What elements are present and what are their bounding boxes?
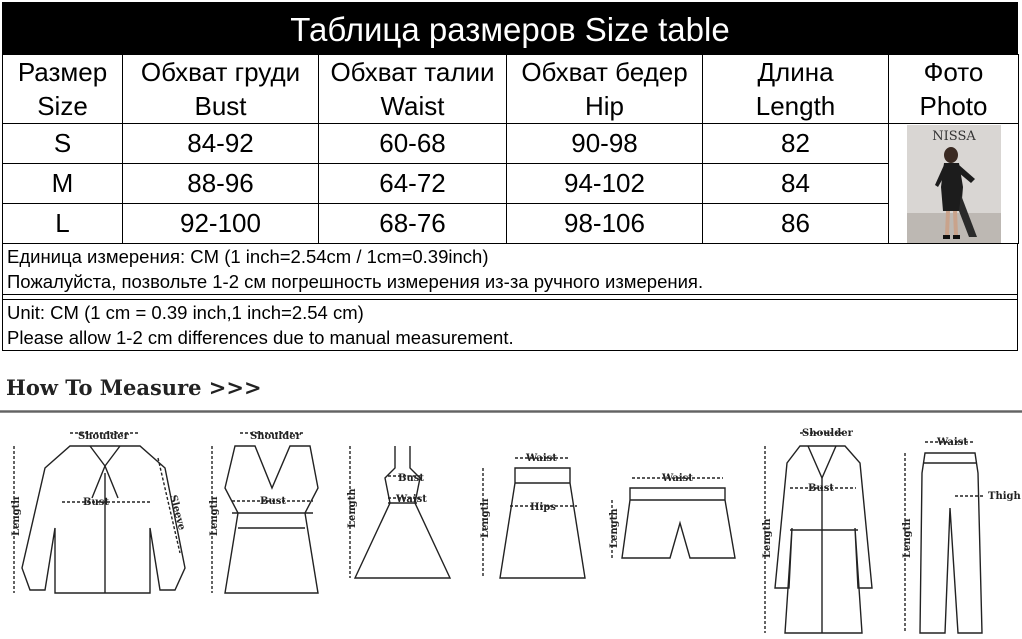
header-hip: Обхват бедер Hip bbox=[507, 55, 703, 124]
label-length: Length bbox=[609, 508, 620, 548]
dress-diagram bbox=[350, 446, 450, 578]
label-bust: Bust bbox=[398, 473, 424, 484]
tank-diagram bbox=[212, 433, 318, 593]
cell-size: L bbox=[3, 204, 123, 244]
label-length: Length bbox=[11, 496, 22, 536]
skirt-diagram bbox=[483, 458, 585, 578]
label-shoulder: Shoulder bbox=[250, 431, 301, 442]
page-title: Таблица размеров Size table bbox=[2, 2, 1018, 54]
label-sleeve: Sleeve bbox=[167, 493, 188, 532]
header-size: Размер Size bbox=[3, 55, 123, 124]
notes-english bbox=[2, 299, 1018, 351]
shorts-diagram bbox=[612, 478, 735, 558]
cell-length: 86 bbox=[703, 204, 889, 244]
label-length: Length bbox=[902, 518, 913, 558]
label-bust: Bust bbox=[83, 497, 109, 508]
header-photo: Фото Photo bbox=[889, 55, 1019, 124]
product-photo-cell bbox=[889, 124, 1019, 244]
note-unit-ru: Единица измерения: CM (1 inch=2.54cm / 1cm=0.39inch) bbox=[7, 246, 489, 267]
label-waist: Waist bbox=[662, 473, 693, 484]
cell-hip: 98-106 bbox=[507, 204, 703, 244]
measurement-diagrams bbox=[0, 418, 1022, 639]
header-waist: Обхват талии Waist bbox=[319, 55, 507, 124]
size-chart bbox=[2, 2, 1018, 351]
section-divider bbox=[0, 410, 1022, 413]
blouse-diagram bbox=[14, 433, 188, 593]
label-hips: Hips bbox=[530, 502, 556, 513]
label-length: Length bbox=[762, 518, 773, 558]
label-waist: Waist bbox=[396, 494, 427, 505]
table-header-row bbox=[3, 55, 1019, 124]
table-row bbox=[3, 124, 1019, 164]
coat-diagram bbox=[765, 433, 872, 633]
cell-bust: 88-96 bbox=[123, 164, 319, 204]
label-thigh: Thigh bbox=[988, 491, 1021, 502]
label-shoulder: Shoulder bbox=[802, 428, 853, 439]
label-length: Length bbox=[480, 498, 491, 538]
label-bust: Bust bbox=[260, 496, 286, 507]
label-length: Length bbox=[347, 488, 358, 528]
table-row bbox=[3, 164, 1019, 204]
how-to-measure-heading: How To Measure >>> bbox=[6, 375, 262, 400]
cell-bust: 92-100 bbox=[123, 204, 319, 244]
cell-size: S bbox=[3, 124, 123, 164]
label-waist: Waist bbox=[937, 437, 968, 448]
header-length: Длина Length bbox=[703, 55, 889, 124]
label-length: Length bbox=[209, 496, 220, 536]
cell-waist: 60-68 bbox=[319, 124, 507, 164]
cell-hip: 90-98 bbox=[507, 124, 703, 164]
table-row bbox=[3, 204, 1019, 244]
note-tolerance-ru: Пожалуйста, позвольте 1-2 см погрешность измерения из-за ручного измерения. bbox=[7, 271, 704, 292]
cell-bust: 84-92 bbox=[123, 124, 319, 164]
cell-waist: 64-72 bbox=[319, 164, 507, 204]
cell-size: M bbox=[3, 164, 123, 204]
brand-logo: NISSA bbox=[931, 128, 976, 144]
cell-hip: 94-102 bbox=[507, 164, 703, 204]
label-waist: Waist bbox=[526, 453, 557, 464]
trousers-diagram bbox=[905, 442, 985, 633]
label-shoulder: Shoulder bbox=[78, 431, 129, 442]
size-table bbox=[2, 54, 1019, 244]
cell-waist: 68-76 bbox=[319, 204, 507, 244]
note-tolerance-en: Please allow 1-2 cm differences due to manual measurement. bbox=[7, 327, 514, 348]
cell-length: 84 bbox=[703, 164, 889, 204]
product-photo[interactable] bbox=[907, 125, 1001, 243]
cell-length: 82 bbox=[703, 124, 889, 164]
label-bust: Bust bbox=[808, 483, 834, 494]
notes-russian bbox=[2, 244, 1018, 295]
header-bust: Обхват груди Bust bbox=[123, 55, 319, 124]
note-unit-en: Unit: CM (1 cm = 0.39 inch,1 inch=2.54 cm) bbox=[7, 302, 364, 323]
